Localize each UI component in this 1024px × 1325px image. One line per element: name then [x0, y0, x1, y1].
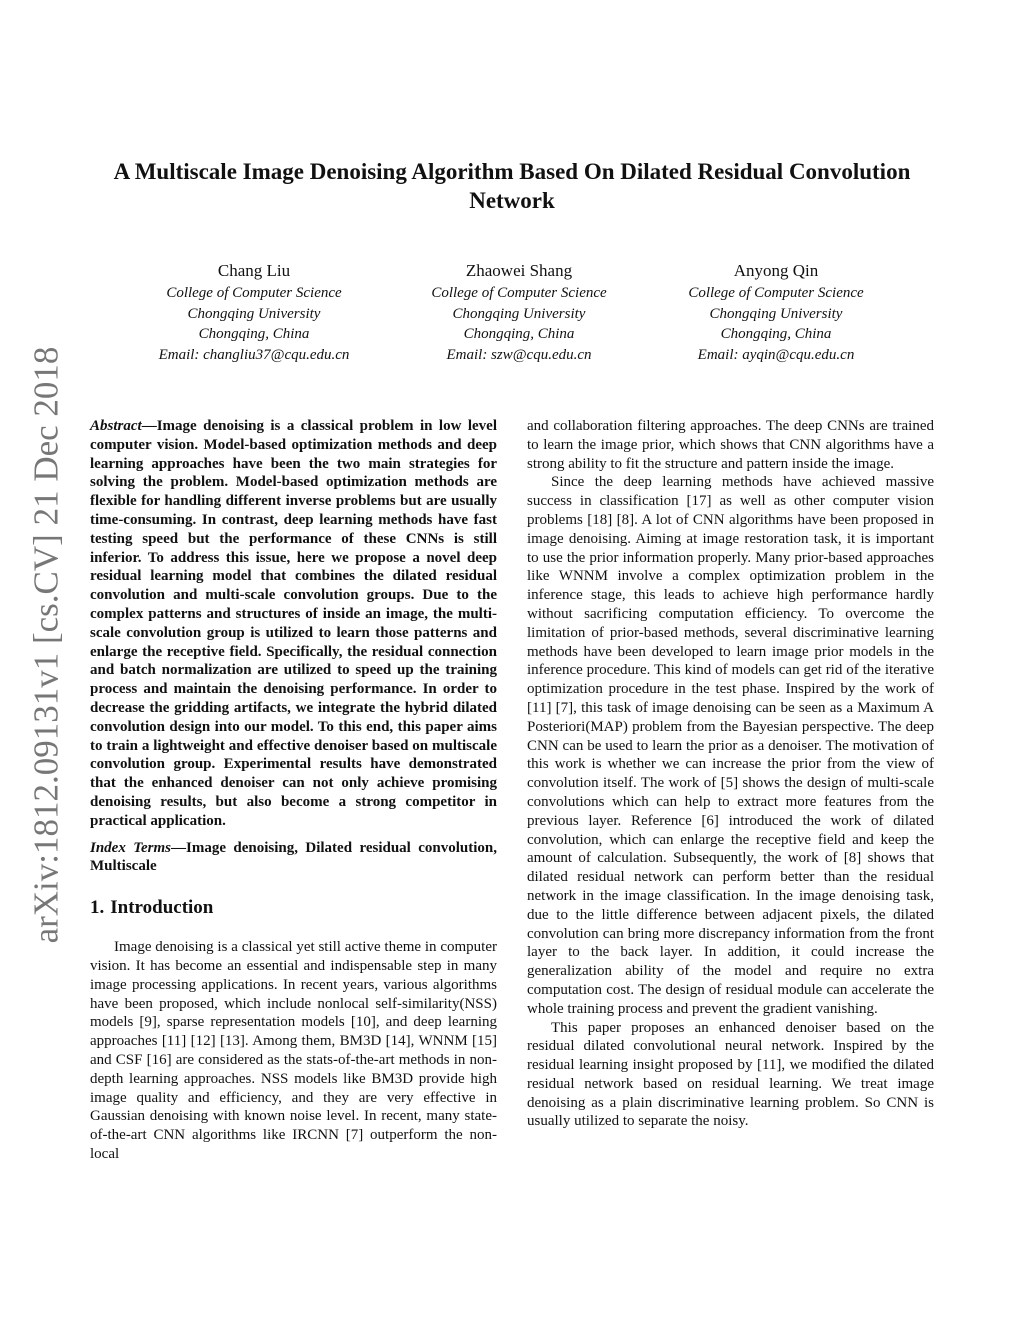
author-city: Chongqing, China: [198, 326, 310, 342]
author-dept: College of Computer Science: [431, 285, 607, 301]
author-email: Email: szw@cqu.edu.cn: [446, 346, 592, 363]
author-1: [124, 259, 384, 365]
right-column: [527, 417, 934, 1131]
index-terms-text: —Image denoising, Dilated residual convolution, Multiscale: [90, 839, 497, 875]
author-name: Chang Liu: [217, 261, 291, 280]
arxiv-identifier: arXiv:1812.09131v1 [cs.CV] 21 Dec 2018: [26, 346, 66, 944]
paper-title: A Multiscale Image Denoising Algorithm Based On Dilated Residual Convolution Network: [113, 159, 911, 213]
author-city: Chongqing, China: [720, 326, 832, 342]
intro-paragraph-2: and collaboration filtering approaches. The deep CNNs are trained to learn the image prior, which shows that CNN algorithms have a strong ability to fit the structure and pattern inside the image.: [527, 418, 934, 472]
author-univ: Chongqing University: [452, 305, 586, 322]
author-3: [646, 259, 906, 365]
author-email: Email: ayqin@cqu.edu.cn: [697, 346, 855, 363]
index-terms-label: Index Terms: [90, 839, 172, 856]
left-column: [90, 417, 497, 1164]
arxiv-sidebar: [28, 345, 64, 945]
author-dept: College of Computer Science: [688, 285, 864, 301]
section-heading: [90, 896, 497, 920]
intro-paragraph-3: Since the deep learning methods have achieved massive success in classification [17] as well as other computer vision problems [18] [8]. A lot of CNN algorithms have been proposed in image denoising. Aiming at image restoration task, it is important to use the prior information properly. Many prior-based approaches like WNNM involve a complex optimization problem in the inference stage, this leads to achieve high performance hardly without sacrificing computation efficiency. To overcome the limitation of prior-based methods, several discriminative learning methods have been developed to learn image prior models in the inference procedure. This kind of models can get rid of the iterative optimization procedure in the test phase. Inspired by the work of [11] [7], this task of image denoising can be seen as a Maximum A Posteriori(MAP) problem from the Bayesian perspective. The deep CNN can be used to learn the prior as a denoiser. The motivation of this work is whether we can increase the prior from the view of convolution itself. The work of [5] shows the design of multi-scale convolutions which can help to extract more features from the previous layer. Reference [6] introduced the work of dilated convolution, which can enlarge the receptive field and keep the amount of calculation. Subsequently, the work of [8] shows that dilated residual network can perform better than the residual network in the image classification. In the image denoising task, due to the little difference between adjacent pixels, the dilated convolution can bring more discrepancy information from the front layer to the back layer. In addition, it could increase the generalization ability of the model and require no extra computation cost. The design of residual module can accelerate the whole training process and prevent the gradient vanishing.: [527, 474, 934, 1017]
author-block: [0, 259, 1024, 369]
section-title: Introduction: [110, 897, 214, 919]
index-terms: [90, 839, 497, 877]
abstract-label: Abstract: [90, 418, 142, 434]
author-city: Chongqing, China: [463, 326, 575, 342]
author-univ: Chongqing University: [187, 305, 321, 322]
author-2: [389, 259, 649, 365]
abstract-text: —Image denoising is a classical problem in low level computer vision. Model-based optimization methods and deep learning approaches have been the two main strategies for solving the problem. Model-based optimization methods are flexible for handling different inverse problems but are usually time-consuming. In contrast, deep learning methods have fast testing speed but the performance of these CNNs is still inferior. To address this issue, here we propose a novel deep residual learning model that combines the dilated residual convolution and multi-scale convolution groups. Due to the complex patterns and structures of inside an image, the multi-scale convolution group is utilized to learn those patterns and enlarge the receptive field. Specifically, the residual connection and batch normalization are utilized to speed up the training process and maintain the denoising performance. In order to decrease the gridding artifacts, we integrate the hybrid dilated convolution design into our model. To this end, this paper aims to train a lightweight and effective denoiser based on multiscale convolution group. Experimental results have demonstrated that the enhanced denoiser can not only achieve promising denoising results, but also become a strong competitor in practical application.: [90, 418, 497, 829]
author-name: Zhaowei Shang: [465, 261, 573, 280]
author-email: Email: changliu37@cqu.edu.cn: [158, 346, 350, 363]
abstract: [90, 417, 497, 831]
section-number: 1.: [90, 897, 105, 919]
intro-paragraph-1: Image denoising is a classical yet still active theme in computer vision. It has become an essential and indispensable step in many image processing applications. In recent years, various algorithms have been proposed, which include nonlocal self-similarity(NSS) models [9], sparse representation models [10], and deep learning approaches [11] [12] [13]. Among them, BM3D [14], WNNM [15] and CSF [16] are considered as the stats-of-the-art methods in non-depth learning approaches. NSS models like BM3D provide high image quality and efficiency, and they are very effective in Gaussian denoising with known noise level. In recent, many state-of-the-art CNN algorithms like IRCNN [7] outperform the non-local: [90, 939, 497, 1162]
intro-paragraph-4: This paper proposes an enhanced denoiser based on the residual dilated convolutional neural network. Inspired by the residual learning insight proposed by [11], we modified the dilated residual network based on residual learning. We treat image denoising as a plain discriminative learning problem. So CNN is usually utilized to separate the noisy.: [527, 1019, 934, 1130]
author-name: Anyong Qin: [733, 261, 819, 280]
author-univ: Chongqing University: [709, 305, 843, 322]
author-dept: College of Computer Science: [166, 285, 342, 301]
